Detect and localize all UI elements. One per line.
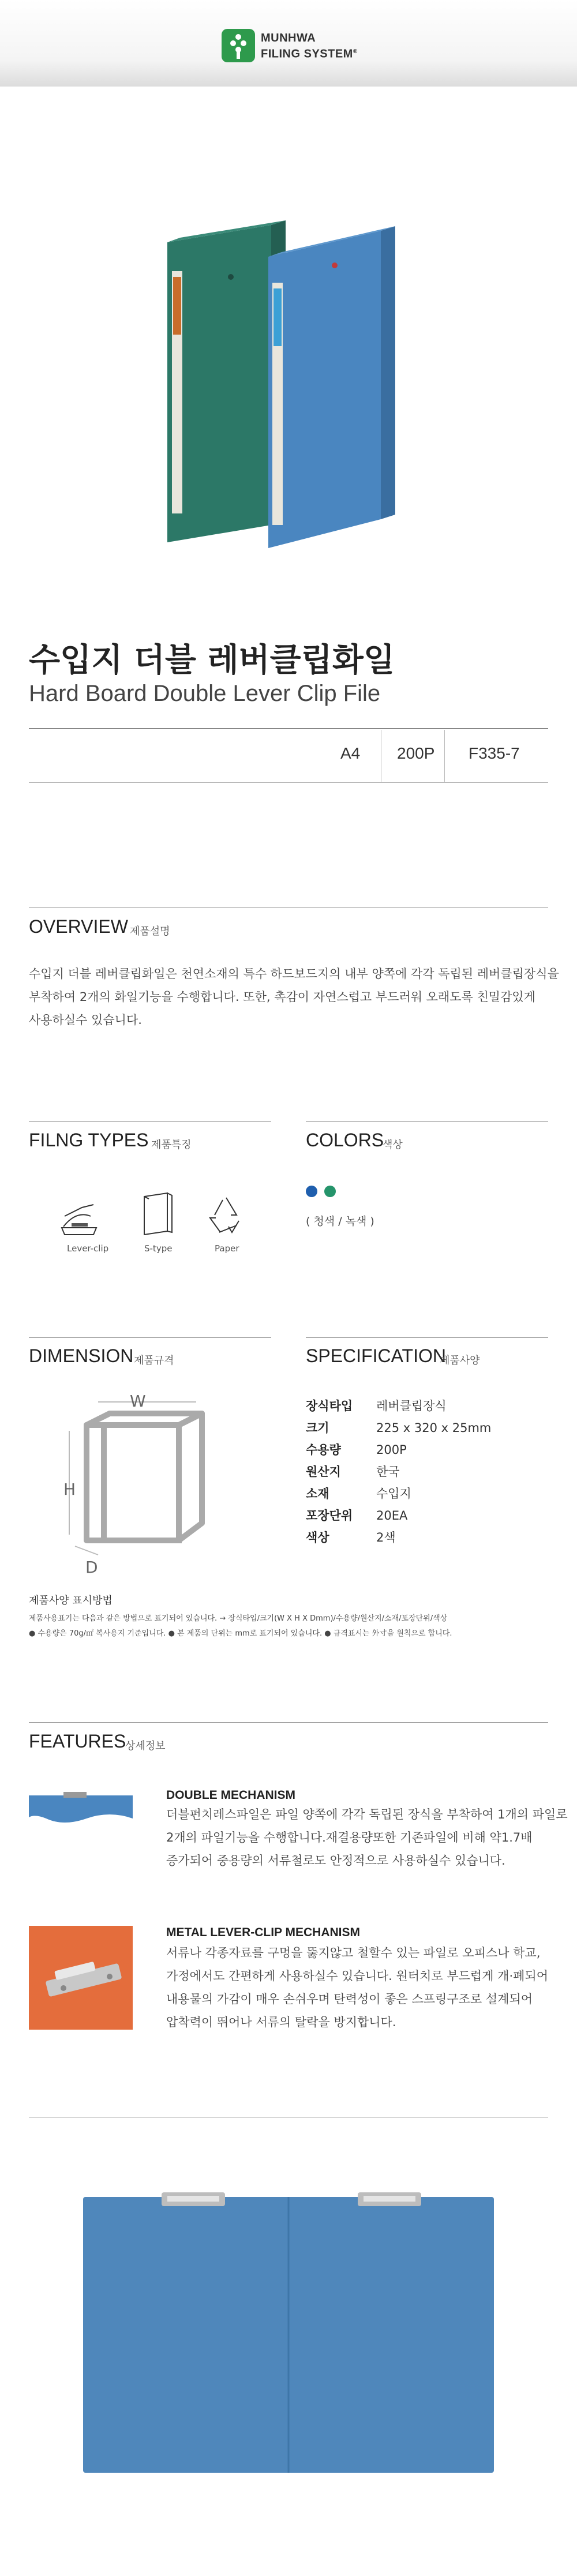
feature-line: 내용물의 가감이 매우 손쉬우며 탄력성이 좋은 스프링구조로 설계되어 [166,1992,533,2006]
spec-model: F335-7 [469,744,520,762]
colors-title: COLORS [306,1130,384,1150]
specification-title: SPECIFICATION [306,1345,446,1366]
feature-line: 더블펀치레스파일은 파일 양쪽에 각각 독립된 장식을 부착하여 1개의 파일로 [166,1808,568,1821]
colors-caption: ( 청색 / 녹색 ) [306,1215,374,1228]
spec-value: 수입지 [376,1487,411,1501]
spec-label: 포장단위 [306,1509,353,1523]
spec-bar-top-line [29,728,548,729]
colors-divider [306,1121,548,1122]
spec-value: 20EA [376,1509,408,1523]
feature-line: 압착력이 뛰어나 서류의 탈락을 방지합니다. [166,2015,396,2029]
overview-line: 부착하여 2개의 화일기능을 수행합니다. 또한, 촉감이 자연스럽고 부드러워 오래도록 친밀감있게 [29,990,535,1004]
spec-value: 225 x 320 x 25mm [376,1421,492,1435]
dimension-diagram [58,1390,213,1566]
color-swatch-blue [306,1186,317,1197]
product-title-korean: 수입지 더블 레버클립화일 [29,642,395,679]
product-title-english: Hard Board Double Lever Clip File [29,681,381,706]
spec-label: 색상 [306,1531,329,1544]
brand-name-line2: FILING SYSTEM [261,47,353,61]
filing-type-label: S-type [144,1243,173,1254]
feature-body [166,1941,548,2034]
dimension-label-d: D [85,1558,98,1577]
overview-line: 수입지 더블 레버클립화일은 천연소재의 특수 하드보드지의 내부 양쪽에 각각 독립된 레버클립장식을 [29,967,559,981]
feature-line: 가정에서도 간편하게 사용하실수 있습니다. 원터치로 부드럽게 개·폐되어 [166,1969,548,1983]
filing-types-subtitle: 제품특징 [151,1139,192,1151]
open-file-image [81,2192,496,2477]
spec-row [306,1483,491,1505]
filing-types-divider [29,1121,271,1122]
features-divider [29,1722,548,1723]
features-title: FEATURES [29,1731,126,1752]
metal-lever-clip-image [29,1926,133,2032]
notes-title: 제품사양 표시방법 [29,1595,113,1607]
dimension-title: DIMENSION [29,1345,134,1366]
specification-table [306,1395,491,1548]
recycle-icon [203,1192,249,1240]
feature-line: 2개의 파일기능을 수행합니다.재결용량또한 기존파일에 비해 약1.7배 [166,1831,533,1844]
dimension-divider [29,1337,271,1338]
dimension-label-h: H [63,1480,76,1499]
brand-name-line1: MUNHWA [261,32,316,44]
spec-row [306,1527,491,1548]
spec-value: 레버클립장식 [376,1399,447,1413]
spec-label: 수용량 [306,1443,341,1457]
features-bottom-divider [29,2117,548,2118]
filing-types-title: FILNG TYPES [29,1130,149,1150]
dimension-label-w: W [130,1392,146,1411]
brand-name [261,31,358,61]
overview-divider [29,907,548,908]
overview-title: OVERVIEW [29,916,128,937]
spec-row [306,1439,491,1461]
spec-row [306,1417,491,1439]
filing-type-label: Paper [215,1243,239,1254]
spec-divider [444,730,445,782]
colors-subtitle: 색상 [383,1139,403,1151]
color-swatch-green [324,1186,336,1197]
spec-row [306,1395,491,1417]
product-hero-image [0,87,577,623]
spec-row [306,1505,491,1527]
lever-clip-icon [59,1193,99,1242]
spec-bar-bottom-line [29,782,548,783]
spec-size: A4 [340,744,361,762]
brand-logo-icon [222,29,255,62]
spec-label: 소재 [306,1487,329,1501]
feature-title: DOUBLE MECHANISM [166,1788,295,1802]
feature-line: 증가되어 중용량의 서류철로도 안정적으로 사용하실수 있습니다. [166,1854,505,1868]
overview-subtitle: 제품설명 [130,925,170,938]
spec-label: 원산지 [306,1465,341,1479]
spec-value: 한국 [376,1465,400,1479]
dimension-subtitle: 제품규격 [134,1355,174,1367]
notes-line: 제품사용표기는 다음과 같은 방법으로 표기되어 있습니다. → 장식타입/크기(W X H X Dmm)/수용량/원산지/소재/포장단위/색상 [29,1614,448,1623]
spec-row [306,1461,491,1483]
spec-label: 장식타입 [306,1399,353,1413]
spec-value: 200P [376,1443,407,1457]
notes-line: ● 수용량은 70g/㎡ 복사용지 기준입니다. ● 본 제품의 단위는 mm로 표기되어 있습니다. ● 규격표시는 外寸을 원칙으로 합니다. [29,1629,452,1638]
filing-type-label: Lever-clip [67,1243,109,1254]
double-mechanism-image [29,1788,133,1831]
registered-mark: ® [353,48,358,55]
overview-line: 사용하실수 있습니다. [29,1013,142,1027]
spec-capacity: 200P [397,744,435,762]
features-subtitle: 상세정보 [125,1740,166,1752]
specification-subtitle: 제품사양 [440,1355,480,1367]
feature-body [166,1803,568,1872]
s-type-binder-icon [140,1191,174,1239]
spec-value: 2색 [376,1531,396,1544]
feature-title: METAL LEVER-CLIP MECHANISM [166,1926,361,1939]
feature-line: 서류나 각종자료를 구멍을 뚫지않고 철할수 있는 파일로 오피스나 학교, [166,1946,541,1960]
specification-divider [306,1337,548,1338]
spec-label: 크기 [306,1421,329,1435]
overview-text [29,962,559,1032]
